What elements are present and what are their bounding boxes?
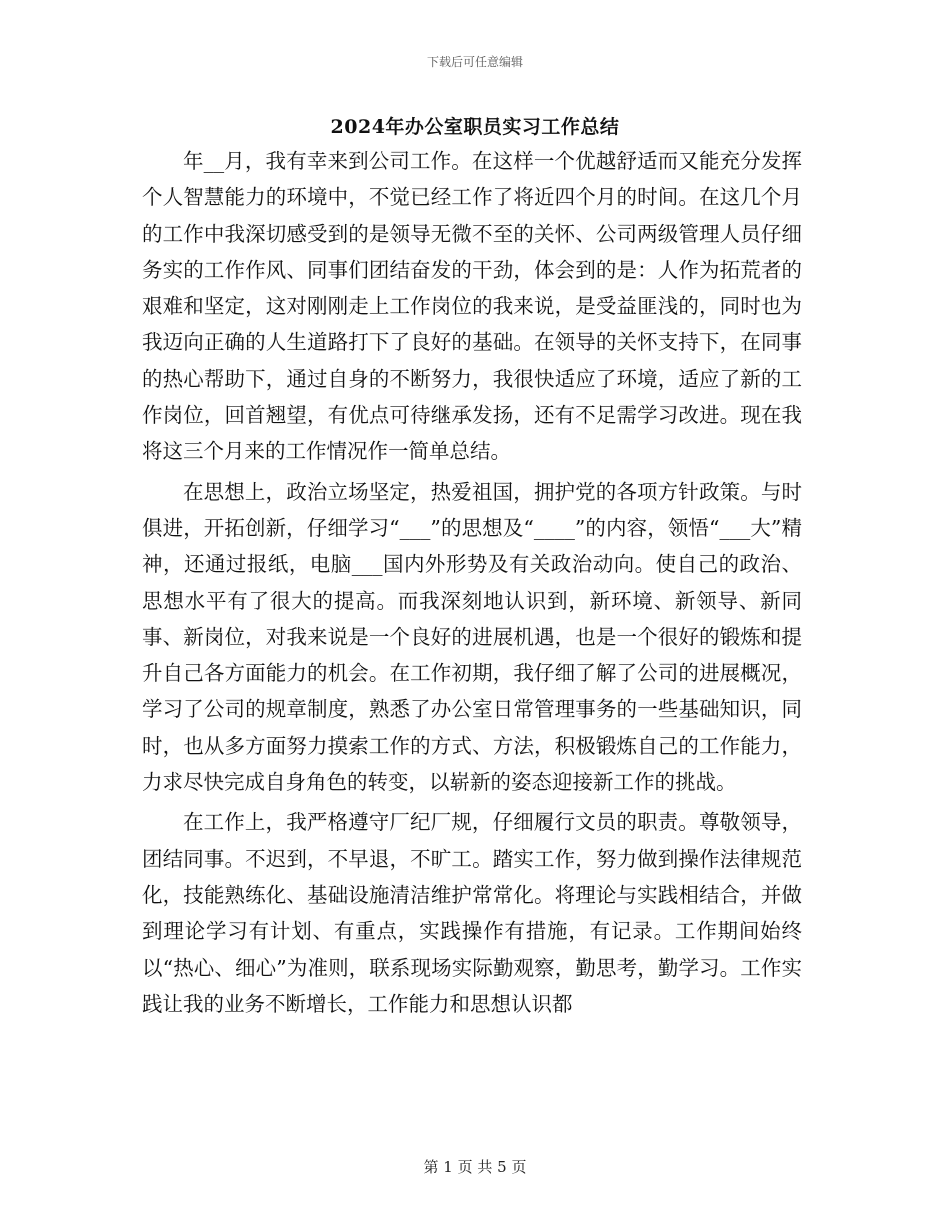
header-note: 下载后可任意编辑: [426, 55, 523, 69]
document-body: [142, 143, 802, 1026]
page-number: 第 1 页 共 5 页: [423, 1158, 527, 1176]
paragraph-intro: 年__月，我有幸来到公司工作。在这样一个优越舒适而又能充分发挥个人智慧能力的环境中，不觉已经工作了将近四个月的时间。在这几个月的工作中我深切感受到的是领导无微不至的关怀、公司两级管理人员仔细务实的工作作风、同事们团结奋发的干劲，体会到的是：人作为拓荒者的艰难和坚定，这对刚刚走上工作岗位的我来说，是受益匪浅的，同时也为我迈向正确的人生道路打下了良好的基础。在领导的关怀支持下，在同事的热心帮助下，通过自身的不断努力，我很快适应了环境，适应了新的工作岗位，回首翘望，有优点可待继承发扬，还有不足需学习改进。现在我将这三个月来的工作情况作一简单总结。: [142, 149, 802, 464]
paragraph-work: 在工作上，我严格遵守厂纪厂规，仔细履行文员的职责。尊敬领导，团结同事。不迟到，不早退，不旷工。踏实工作，努力做到操作法律规范化，技能熟练化、基础设施清洁维护常常化。将理论与实践相结合，并做到理论学习有计划、有重点，实践操作有措施，有记录。工作期间始终以“热心、细心”为准则，联系现场实际勤观察，勤思考，勤学习。工作实践让我的业务不断增长，工作能力和思想认识都: [142, 810, 802, 1016]
document-title: 2024年办公室职员实习工作总结: [330, 116, 620, 138]
paragraph-thought: 在思想上，政治立场坚定，热爱祖国，拥护党的各项方针政策。与时俱进，开拓创新，仔细学习“___”的思想及“____”的内容，领悟“___大”精神，还通过报纸，电脑___国内外形势及有关政治动向。使自己的政治、思想水平有了很大的提高。而我深刻地认识到，新环境、新领导、新同事、新岗位，对我来说是一个良好的进展机遇，也是一个很好的锻炼和提升自己各方面能力的机会。在工作初期，我仔细了解了公司的进展概况，学习了公司的规章制度，熟悉了办公室日常管理事务的一些基础知识，同时，也从多方面努力摸索工作的方式、方法，积极锻炼自己的工作能力，力求尽快完成自身角色的转变，以崭新的姿态迎接新工作的挑战。: [142, 479, 802, 795]
